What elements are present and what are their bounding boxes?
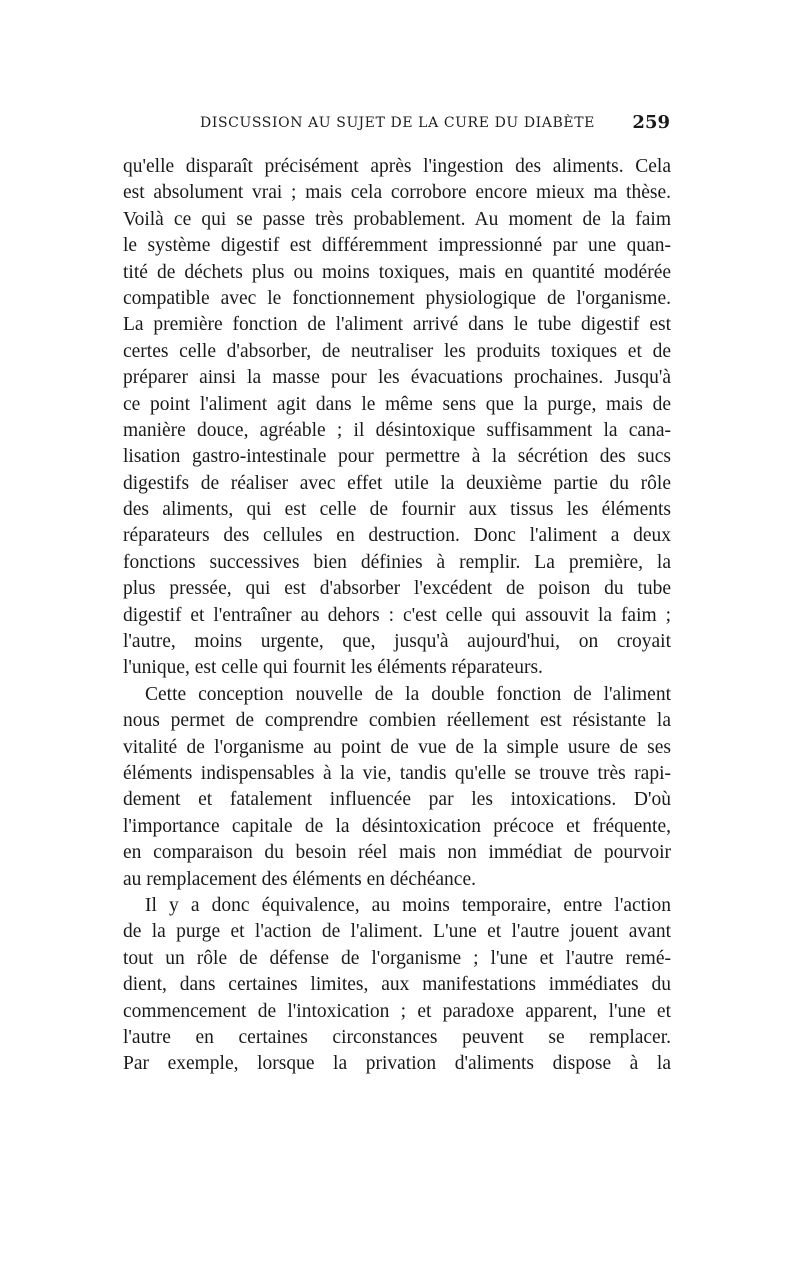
text-line: ce point l'aliment agit dans le même sens que la purge, mais de — [123, 393, 671, 415]
paragraph-first-line: Cette conception nouvelle de la double fonction de l'aliment — [145, 683, 671, 705]
text-line: éléments indispensables à la vie, tandis qu'elle se trouve très rapi- — [123, 762, 671, 784]
text-line: des aliments, qui est celle de fournir aux tissus les éléments — [123, 499, 671, 521]
paragraph-last-line: l'unique, est celle qui fournit les éléments réparateurs. — [123, 657, 543, 679]
text-line: tout un rôle de défense de l'organisme ; l'une et l'autre remé- — [123, 947, 671, 969]
text-line: fonctions successives bien définies à remplir. La première, la — [123, 551, 671, 573]
running-title: DISCUSSION AU SUJET DE LA CURE DU DIABÈTE — [200, 115, 595, 131]
text-line: l'autre, moins urgente, que, jusqu'à aujourd'hui, on croyait — [123, 631, 671, 653]
text-line: digestif et l'entraîner au dehors : c'est celle qui assouvit la faim ; — [123, 604, 671, 626]
text-line: dient, dans certaines limites, aux manifestations immédiates du — [123, 974, 671, 996]
text-line: compatible avec le fonctionnement physiologique de l'organisme. — [123, 287, 671, 309]
text-line: en comparaison du besoin réel mais non immédiat de pourvoir — [123, 842, 671, 864]
text-line: Voilà ce qui se passe très probablement. Au moment de la faim — [123, 208, 671, 230]
text-line: commencement de l'intoxication ; et paradoxe apparent, l'une et — [123, 1000, 671, 1022]
text-line: certes celle d'absorber, de neutraliser les produits toxiques et de — [123, 340, 671, 362]
text-line: Par exemple, lorsque la privation d'aliments dispose à la — [123, 1053, 671, 1075]
paragraph-first-line: Il y a donc équivalence, au moins temporaire, entre l'action — [145, 894, 671, 916]
text-line: lisation gastro-intestinale pour permettre à la sécrétion des sucs — [123, 446, 671, 468]
text-line: vitalité de l'organisme au point de vue de la simple usure de ses — [123, 736, 671, 758]
paragraph-last-line: au remplacement des éléments en déchéance. — [123, 868, 476, 890]
text-line: manière douce, agréable ; il désintoxique suffisamment la cana- — [123, 419, 671, 441]
text-line: dement et fatalement influencée par les intoxications. D'où — [123, 789, 671, 811]
text-line: digestifs de réaliser avec effet utile la deuxième partie du rôle — [123, 472, 671, 494]
text-line: réparateurs des cellules en destruction. Donc l'aliment a deux — [123, 525, 671, 547]
body-text — [123, 154, 671, 1078]
text-line: tité de déchets plus ou moins toxiques, mais en quantité modérée — [123, 261, 671, 283]
text-line: est absolument vrai ; mais cela corrobore encore mieux ma thèse. — [123, 182, 671, 204]
text-line: préparer ainsi la masse pour les évacuations prochaines. Jusqu'à — [123, 367, 671, 389]
page-number: 259 — [632, 112, 670, 133]
text-line: plus pressée, qui est d'absorber l'excédent de poison du tube — [123, 578, 671, 600]
text-line: qu'elle disparaît précisément après l'ingestion des aliments. Cela — [123, 156, 671, 177]
text-line: l'importance capitale de la désintoxication précoce et fréquente, — [123, 815, 671, 837]
text-line: le système digestif est différemment impressionné par une quan- — [123, 235, 671, 257]
text-line: l'autre en certaines circonstances peuvent se remplacer. — [123, 1026, 671, 1048]
text-line: La première fonction de l'aliment arrivé dans le tube digestif est — [123, 314, 671, 336]
text-line: de la purge et l'action de l'aliment. L'une et l'autre jouent avant — [123, 921, 671, 943]
text-line: nous permet de comprendre combien réellement est résistante la — [123, 710, 671, 732]
